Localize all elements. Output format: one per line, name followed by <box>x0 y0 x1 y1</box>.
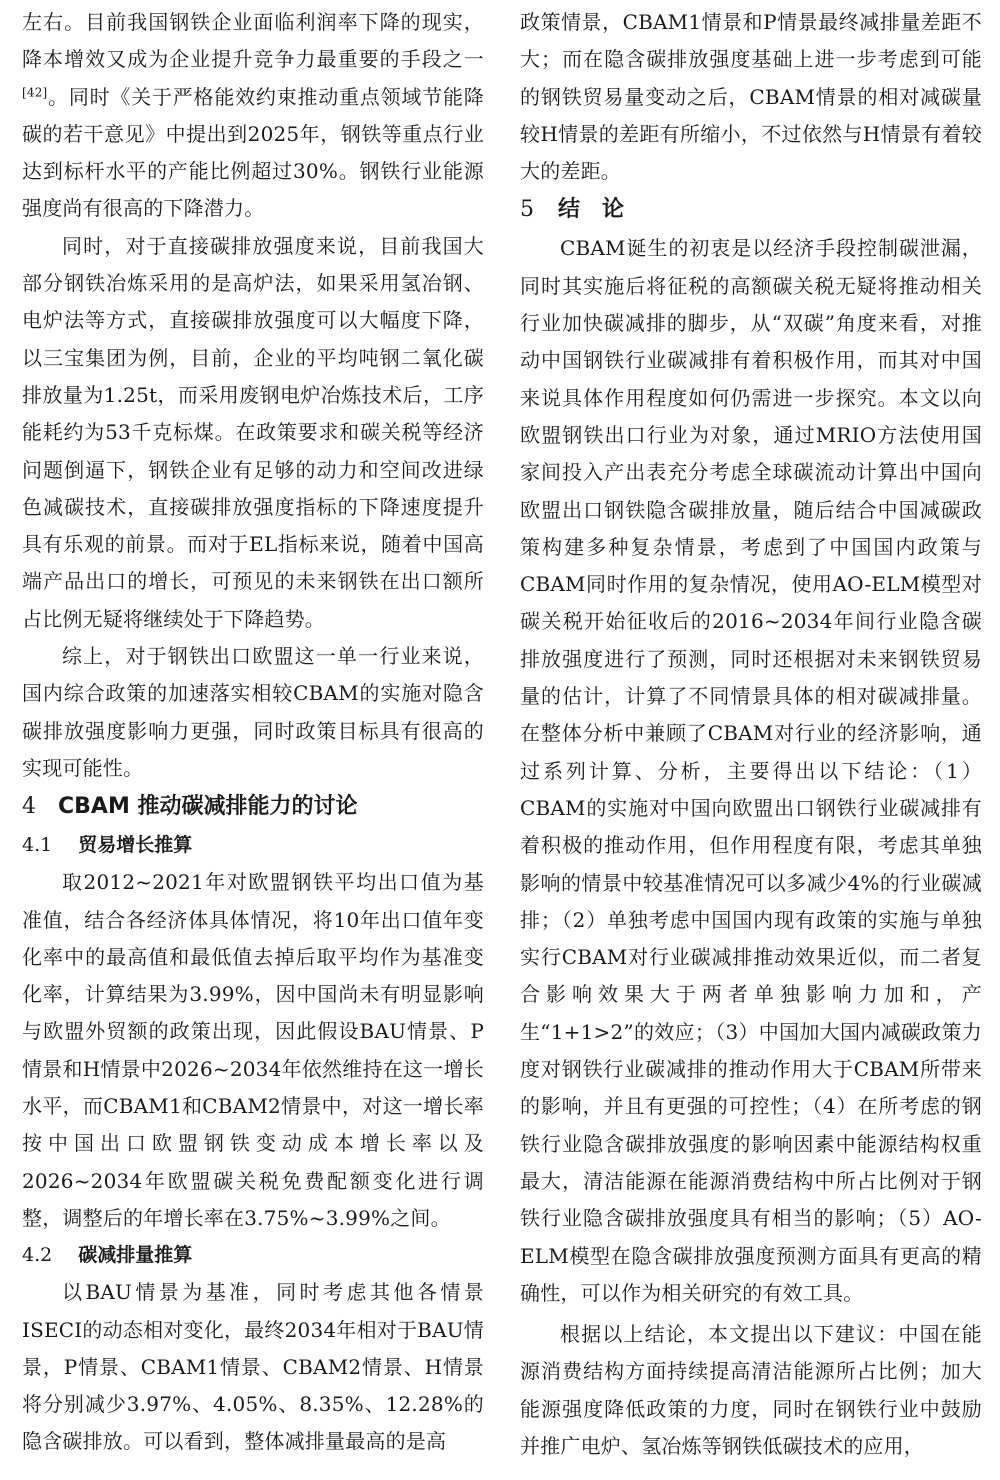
subsection-heading-4-2 <box>22 1237 484 1274</box>
section-heading-5 <box>520 190 982 230</box>
section-title: 结 论 <box>558 197 625 223</box>
section-number: 4 <box>22 794 36 820</box>
section-number: 5 <box>520 197 534 223</box>
subsection-title: 贸易增长推算 <box>78 834 193 857</box>
left-column <box>22 4 484 1480</box>
paragraph: 同时，对于直接碳排放强度来说，目前我国大部分钢铁冶炼采用的是高炉法，如果采用氢冶钢、电炉法等方式，直接碳排放强度可以大幅度下降，以三宝集团为例，目前，企业的平均吨钢二氧化碳排放量为1.25t，而采用废钢电炉冶炼技术后，工序能耗约为53千克标煤。在政策要求和碳关税等经济问题倒逼下，钢铁企业有足够的动力和空间改进绿色减碳技术，直接碳排放强度指标的下降速度提升具有乐观的前景。而对于EL指标来说，随着中国高端产品出口的增长，可预见的未来钢铁在出口额所占比例无疑将继续处于下降趋势。 <box>22 233 484 631</box>
paragraph: 以BAU情景为基准，同时考虑其他各情景ISECI的动态相对变化，最终2034年相对于BAU情景，P情景、CBAM1情景、CBAM2情景、H情景将分别减少3.97%、4.05%、8.35%、12.28%的隐含碳排放。可以看到，整体减排量最高的是高 <box>22 1280 484 1454</box>
citation-ref: [42] <box>22 84 48 99</box>
subsection-number: 4.2 <box>22 1244 53 1267</box>
paragraph: 取2012~2021年对欧盟钢铁平均出口值为基准值，结合各经济体具体情况，将10年出口值年变化率中的最高值和最低值去掉后取平均作为基准变化率，计算结果为3.99%，因中国尚未有明显影响与欧盟外贸额的政策出现，因此假设BAU情景、P情景和H情景中2026~2034年依然维持在这一增长水平，而CBAM1和CBAM2情景中，对这一增长率按中国出口欧盟钢铁变动成本增长率以及2026~2034年欧盟碳关税免费配额变化进行调整，调整后的年增长率在3.75%~3.99%之间。 <box>22 870 484 1230</box>
paragraph: 政策情景，CBAM1情景和P情景最终减排量差距不大；而在隐含碳排放强度基础上进一步考虑到可能的钢铁贸易量变动之后，CBAM情景的相对减碳量较H情景的差距有所缩小，不过依然与H情景有着较大的差距。 <box>520 10 982 184</box>
paragraph-text: 。同时《关于严格能效约束推动重点领域节能降碳的若干意见》中提出到2025年，钢铁等重点行业达到标杆水平的产能比例超过30%。钢铁行业能源强度尚有很高的下降潜力。 <box>22 84 484 221</box>
subsection-number: 4.1 <box>22 834 53 857</box>
paragraph: 根据以上结论，本文提出以下建议：中国在能源消费结构方面持续提高清洁能源所占比例；加大能源强度降低政策的力度，同时在钢铁行业中鼓励并推广电炉、氢冶炼等钢铁低碳技术的应用， <box>520 1322 982 1458</box>
paragraph <box>22 4 484 228</box>
paragraph: 综上，对于钢铁出口欧盟这一单一行业来说，国内综合政策的加速落实相较CBAM的实施对隐含碳排放强度影响力更强，同时政策目标具有很高的实现可能性。 <box>22 644 484 780</box>
section-heading-4 <box>22 787 484 827</box>
section-title: CBAM 推动碳减排能力的讨论 <box>58 794 358 820</box>
subsection-title: 碳减排量推算 <box>78 1244 193 1267</box>
paragraph-text: 左右。目前我国钢铁企业面临利润率下降的现实，降本增效又成为企业提升竞争力最重要的手段之一 <box>22 10 484 72</box>
paragraph: CBAM诞生的初衷是以经济手段控制碳泄漏，同时其实施后将征税的高额碳关税无疑将推动相关行业加快碳减排的脚步，从“双碳”角度来看，对推动中国钢铁行业碳减排有着积极作用，而其对中国来说具体作用程度如何仍需进一步探究。本文以向欧盟钢铁出口行业为对象，通过MRIO方法使用国家间投入产出表充分考虑全球碳流动计算出中国向欧盟出口钢铁隐含碳排放量，随后结合中国减碳政策构建多种复杂情景，考虑到了中国国内政策与CBAM同时作用的复杂情况，使用AO-ELM模型对碳关税开始征收后的2016~2034年间行业隐含碳排放强度进行了预测，同时还根据对未来钢铁贸易量的估计，计算了不同情景具体的相对碳减排量。在整体分析中兼顾了CBAM对行业的经济影响，通过系列计算、分析，主要得出以下结论：（1）CBAM的实施对中国向欧盟出口钢铁行业碳减排有着积极的推动作用，但作用程度有限，考虑其单独影响的情景中较基准情况可以多减少4%的行业碳减排；（2）单独考虑中国国内现有政策的实施与单独实行CBAM对行业碳减排推动效果近似，而二者复合影响效果大于两者单独影响力加和，产生“1+1>2”的效应；（3）中国加大国内减碳政策力度对钢铁行业碳减排的推动作用大于CBAM所带来的影响，并且有更强的可控性；（4）在所考虑的钢铁行业隐含碳排放强度的影响因素中能源结构权重最大，清洁能源在能源消费结构中所占比例对于钢铁行业隐含碳排放强度具有相当的影响；（5）AO-ELM模型在隐含碳排放强度预测方面具有更高的精确性，可以作为相关研究的有效工具。 <box>520 236 982 1305</box>
right-column <box>520 4 982 1480</box>
subsection-heading-4-1 <box>22 827 484 864</box>
